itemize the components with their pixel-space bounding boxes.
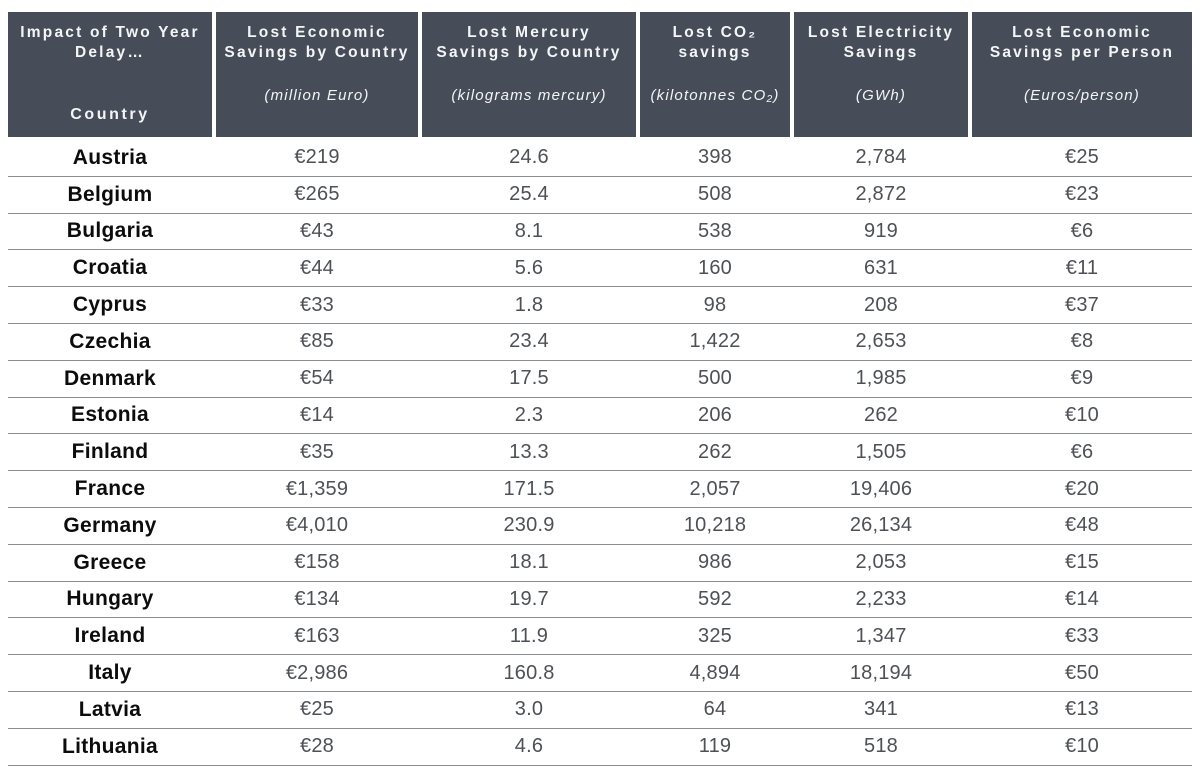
cell-mercury-savings: 160.8 [503,661,555,684]
header-country [8,12,212,137]
cell-mercury-savings: 4.6 [514,735,544,758]
cell-country: Cyprus [72,293,148,317]
cell-electricity-savings: 2,053 [855,551,907,574]
cell-electricity-savings: 26,134 [849,514,913,537]
cell-mercury-savings: 25.4 [509,183,549,206]
header-economic-savings-unit: (million Euro) [264,87,370,104]
cell-electricity-savings: 1,505 [855,440,907,463]
cell-country: Denmark [64,366,156,390]
cell-mercury-savings: 19.7 [509,587,549,610]
table-row [8,692,1192,729]
table-row [8,287,1192,324]
table-row [8,729,1192,766]
cell-country: Estonia [71,403,149,427]
cell-mercury-savings: 2.3 [514,403,544,426]
header-electricity-savings [794,12,968,137]
cell-mercury-savings: 5.6 [514,256,544,279]
cell-country: Latvia [78,697,142,721]
cell-economic-savings: €28 [300,735,334,758]
cell-electricity-savings: 631 [864,256,898,279]
cell-mercury-savings: 18.1 [509,551,549,574]
cell-economic-savings: €2,986 [285,661,349,684]
header-country-label: Country [70,106,150,123]
header-mercury-savings-unit: (kilograms mercury) [451,87,607,104]
cell-economic-savings: €4,010 [285,514,349,537]
cell-co2-savings: 325 [698,624,732,647]
cell-co2-savings: 398 [698,146,732,169]
cell-economic-savings: €163 [294,624,340,647]
cell-co2-savings: 4,894 [689,661,741,684]
cell-mercury-savings: 24.6 [509,146,549,169]
header-co2-savings [640,12,790,137]
table-body [8,140,1192,766]
cell-per-person-savings: €48 [1065,514,1099,537]
cell-per-person-savings: €9 [1070,367,1094,390]
cell-electricity-savings: 2,653 [855,330,907,353]
cell-co2-savings: 64 [703,698,727,721]
cell-economic-savings: €265 [294,183,340,206]
table-row [8,214,1192,251]
header-co2-savings-title: Lost CO₂ savings [672,24,758,61]
cell-electricity-savings: 518 [864,735,898,758]
cell-co2-savings: 592 [698,587,732,610]
header-economic-savings-title: Lost Economic Savings by Country [224,24,410,61]
cell-country: Germany [63,513,157,537]
table-row [8,545,1192,582]
cell-mercury-savings: 230.9 [503,514,555,537]
cell-per-person-savings: €8 [1070,330,1094,353]
header-electricity-savings-title: Lost Electricity Savings [807,24,955,61]
cell-mercury-savings: 11.9 [509,624,549,647]
cell-per-person-savings: €10 [1065,735,1099,758]
cell-economic-savings: €44 [300,256,334,279]
cell-co2-savings: 986 [698,551,732,574]
cell-per-person-savings: €11 [1065,256,1099,279]
cell-co2-savings: 119 [698,735,732,758]
table-row [8,398,1192,435]
cell-country: Greece [73,550,147,574]
header-co2-savings-unit: (kilotonnes CO₂) [650,87,780,104]
table-row [8,655,1192,692]
header-mercury-savings-title: Lost Mercury Savings by Country [436,24,622,61]
cell-electricity-savings: 18,194 [849,661,913,684]
cell-country: Croatia [72,256,148,280]
cell-co2-savings: 160 [698,256,732,279]
cell-per-person-savings: €10 [1065,403,1099,426]
header-per-person-savings-title: Lost Economic Savings per Person [989,24,1175,61]
cell-country: Finland [71,440,149,464]
cell-country: Hungary [66,587,154,611]
cell-economic-savings: €33 [300,293,334,316]
cell-country: Austria [72,145,148,169]
cell-economic-savings: €134 [294,587,340,610]
cell-per-person-savings: €37 [1065,293,1099,316]
cell-co2-savings: 206 [698,403,732,426]
cell-per-person-savings: €15 [1065,551,1099,574]
table-row [8,618,1192,655]
cell-economic-savings: €54 [300,367,334,390]
table-row [8,361,1192,398]
cell-economic-savings: €43 [300,219,334,242]
cell-electricity-savings: 919 [864,219,898,242]
cell-per-person-savings: €23 [1065,183,1099,206]
cell-mercury-savings: 171.5 [503,477,555,500]
table-header-row [8,12,1192,137]
cell-per-person-savings: €6 [1070,440,1094,463]
cell-mercury-savings: 8.1 [514,219,544,242]
table-row [8,471,1192,508]
cell-economic-savings: €25 [300,698,334,721]
cell-mercury-savings: 1.8 [514,293,544,316]
cell-economic-savings: €219 [294,146,340,169]
cell-co2-savings: 538 [698,219,732,242]
cell-co2-savings: 508 [698,183,732,206]
cell-per-person-savings: €25 [1065,146,1099,169]
cell-electricity-savings: 1,347 [855,624,907,647]
cell-country: Italy [88,661,132,685]
cell-economic-savings: €1,359 [285,477,349,500]
cell-mercury-savings: 17.5 [509,367,549,390]
table-title: Impact of Two Year Delay… [20,24,200,61]
cell-per-person-savings: €33 [1065,624,1099,647]
cell-electricity-savings: 19,406 [849,477,913,500]
cell-co2-savings: 2,057 [689,477,741,500]
cell-economic-savings: €14 [300,403,334,426]
cell-per-person-savings: €13 [1065,698,1099,721]
table-row [8,177,1192,214]
cell-co2-savings: 10,218 [683,514,747,537]
cell-electricity-savings: 2,872 [855,183,907,206]
table-row [8,434,1192,471]
cell-co2-savings: 1,422 [689,330,741,353]
cell-country: Bulgaria [66,219,154,243]
table-row [8,140,1192,177]
cell-electricity-savings: 262 [864,403,898,426]
cell-economic-savings: €85 [300,330,334,353]
table-row [8,324,1192,361]
header-electricity-savings-unit: (GWh) [855,87,907,104]
cell-electricity-savings: 208 [864,293,898,316]
cell-electricity-savings: 2,233 [855,587,907,610]
cell-economic-savings: €158 [294,551,340,574]
cell-per-person-savings: €20 [1065,477,1099,500]
cell-electricity-savings: 1,985 [855,367,907,390]
cell-mercury-savings: 23.4 [509,330,549,353]
cell-mercury-savings: 13.3 [509,440,549,463]
cell-co2-savings: 500 [698,367,732,390]
cell-country: Lithuania [61,734,159,758]
table-row [8,250,1192,287]
cell-mercury-savings: 3.0 [514,698,544,721]
header-per-person-savings-unit: (Euros/person) [1023,87,1140,104]
header-mercury-savings [422,12,636,137]
table-row [8,508,1192,545]
cell-per-person-savings: €6 [1070,219,1094,242]
cell-country: France [74,477,146,501]
cell-country: Belgium [67,182,153,206]
table-row [8,582,1192,619]
cell-co2-savings: 98 [703,293,727,316]
cell-per-person-savings: €50 [1065,661,1099,684]
cell-country: Czechia [69,329,151,353]
header-per-person-savings [972,12,1192,137]
cell-per-person-savings: €14 [1065,587,1099,610]
header-economic-savings [216,12,418,137]
cell-economic-savings: €35 [300,440,334,463]
cell-electricity-savings: 341 [864,698,898,721]
cell-electricity-savings: 2,784 [855,146,907,169]
cell-co2-savings: 262 [698,440,732,463]
cell-country: Ireland [74,624,146,648]
